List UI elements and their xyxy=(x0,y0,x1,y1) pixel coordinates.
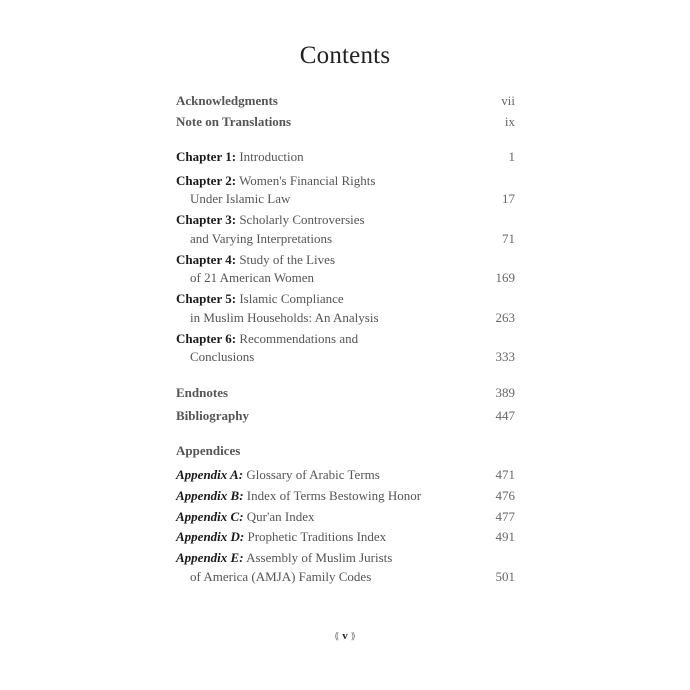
toc-entry-text xyxy=(176,509,314,525)
toc-entry-label: Endnotes xyxy=(176,385,229,400)
toc-entry-chapter-1[interactable] xyxy=(176,149,515,169)
chapter-title: Study of the Lives xyxy=(239,252,335,267)
toc-entry-chapter-2-cont[interactable] xyxy=(176,191,515,211)
chapter-title-line2: Under Islamic Law xyxy=(190,191,291,206)
appendices-heading: Appendices xyxy=(176,443,241,458)
toc-entry-chapter-3-cont[interactable] xyxy=(176,231,515,251)
toc-entry-endnotes[interactable] xyxy=(176,385,515,405)
chapter-prefix: Chapter 6: xyxy=(176,331,237,346)
toc-entry-page: 447 xyxy=(495,408,515,423)
toc-entry-text xyxy=(176,529,386,545)
appendix-title: Prophetic Traditions Index xyxy=(247,529,387,544)
toc-entry-appendix-d[interactable] xyxy=(176,529,515,549)
toc-entry-appendix-a[interactable] xyxy=(176,467,515,487)
folio-number: v xyxy=(342,630,348,642)
toc-entry-appendix-c[interactable] xyxy=(176,509,515,529)
toc-entry-text xyxy=(176,550,392,566)
toc-entry-page: 169 xyxy=(495,270,515,285)
toc-entry-appendix-b[interactable] xyxy=(176,488,515,508)
appendix-title: Index of Terms Bestowing Honor xyxy=(246,488,422,503)
toc-entry-page: 71 xyxy=(502,231,515,246)
toc-entry-page: 476 xyxy=(495,488,515,503)
chapter-title-line2: and Varying Interpretations xyxy=(190,231,332,246)
chapter-title: Women's Financial Rights xyxy=(239,173,376,188)
toc-entry-page: 17 xyxy=(502,191,515,206)
toc-entry-note-on-translations[interactable] xyxy=(176,114,515,134)
toc-entry-text xyxy=(176,149,304,165)
toc-entry-appendix-e[interactable] xyxy=(176,550,515,570)
toc-entry-page: 471 xyxy=(495,467,515,482)
toc-entry-label: Bibliography xyxy=(176,408,249,423)
toc-entry-chapter-4[interactable] xyxy=(176,252,515,272)
toc-entry-chapter-4-cont[interactable] xyxy=(176,270,515,290)
appendix-prefix: Appendix C: xyxy=(176,509,244,524)
toc-entry-page: vii xyxy=(501,93,515,108)
page-title: Contents xyxy=(299,42,391,69)
toc-entry-text xyxy=(176,173,375,189)
left-ornament-icon: ⟪ xyxy=(334,631,340,641)
toc-entry-chapter-6[interactable] xyxy=(176,331,515,351)
appendix-title: Assembly of Muslim Jurists xyxy=(246,550,393,565)
chapter-prefix: Chapter 1: xyxy=(176,149,237,164)
toc-entry-bibliography[interactable] xyxy=(176,408,515,428)
toc-entry-text xyxy=(176,291,344,307)
toc-entry-label: Note on Translations xyxy=(176,114,292,129)
toc-entry-text xyxy=(176,212,365,228)
chapter-title-line2: of 21 American Women xyxy=(190,270,314,285)
toc-entry-text xyxy=(176,488,421,504)
chapter-prefix: Chapter 5: xyxy=(176,291,237,306)
toc-entry-page: ix xyxy=(504,114,515,129)
toc-entry-page: 333 xyxy=(495,349,515,364)
appendix-title: Qur'an Index xyxy=(246,509,315,524)
chapter-prefix: Chapter 4: xyxy=(176,252,237,267)
appendices-heading-row xyxy=(176,443,515,463)
chapter-prefix: Chapter 3: xyxy=(176,212,237,227)
page-number xyxy=(0,630,690,642)
appendix-title-line2: of America (AMJA) Family Codes xyxy=(190,569,372,584)
toc-entry-label: Acknowledgments xyxy=(176,93,278,108)
right-ornament-icon: ⟫ xyxy=(350,631,356,641)
toc-entry-chapter-6-cont[interactable] xyxy=(176,349,515,369)
toc-entry-page: 1 xyxy=(508,149,515,164)
chapter-title-line2: Conclusions xyxy=(190,349,255,364)
appendix-prefix: Appendix B: xyxy=(176,488,244,503)
chapter-prefix: Chapter 2: xyxy=(176,173,237,188)
toc-entry-text xyxy=(176,467,380,483)
chapter-title-line2: in Muslim Households: An Analysis xyxy=(190,310,379,325)
toc-entry-page: 477 xyxy=(495,509,515,524)
appendix-title: Glossary of Arabic Terms xyxy=(246,467,380,482)
toc-entry-acknowledgments[interactable] xyxy=(176,93,515,113)
toc-entry-page: 389 xyxy=(495,385,515,400)
toc-entry-chapter-5[interactable] xyxy=(176,291,515,311)
toc-entry-chapter-5-cont[interactable] xyxy=(176,310,515,330)
toc-entry-page: 491 xyxy=(495,529,515,544)
chapter-title: Islamic Compliance xyxy=(239,291,344,306)
toc-entry-text xyxy=(176,331,358,347)
toc-entry-text xyxy=(176,252,335,268)
chapter-title: Scholarly Controversies xyxy=(239,212,365,227)
appendix-prefix: Appendix D: xyxy=(176,529,245,544)
toc-entry-chapter-2[interactable] xyxy=(176,173,515,193)
toc-entry-page: 263 xyxy=(495,310,515,325)
chapter-title: Recommendations and xyxy=(239,331,359,346)
toc-entry-chapter-3[interactable] xyxy=(176,212,515,232)
appendix-prefix: Appendix E: xyxy=(176,550,244,565)
toc-entry-page: 501 xyxy=(495,569,515,584)
toc-entry-appendix-e-cont[interactable] xyxy=(176,569,515,589)
chapter-title: Introduction xyxy=(239,149,304,164)
appendix-prefix: Appendix A: xyxy=(176,467,244,482)
